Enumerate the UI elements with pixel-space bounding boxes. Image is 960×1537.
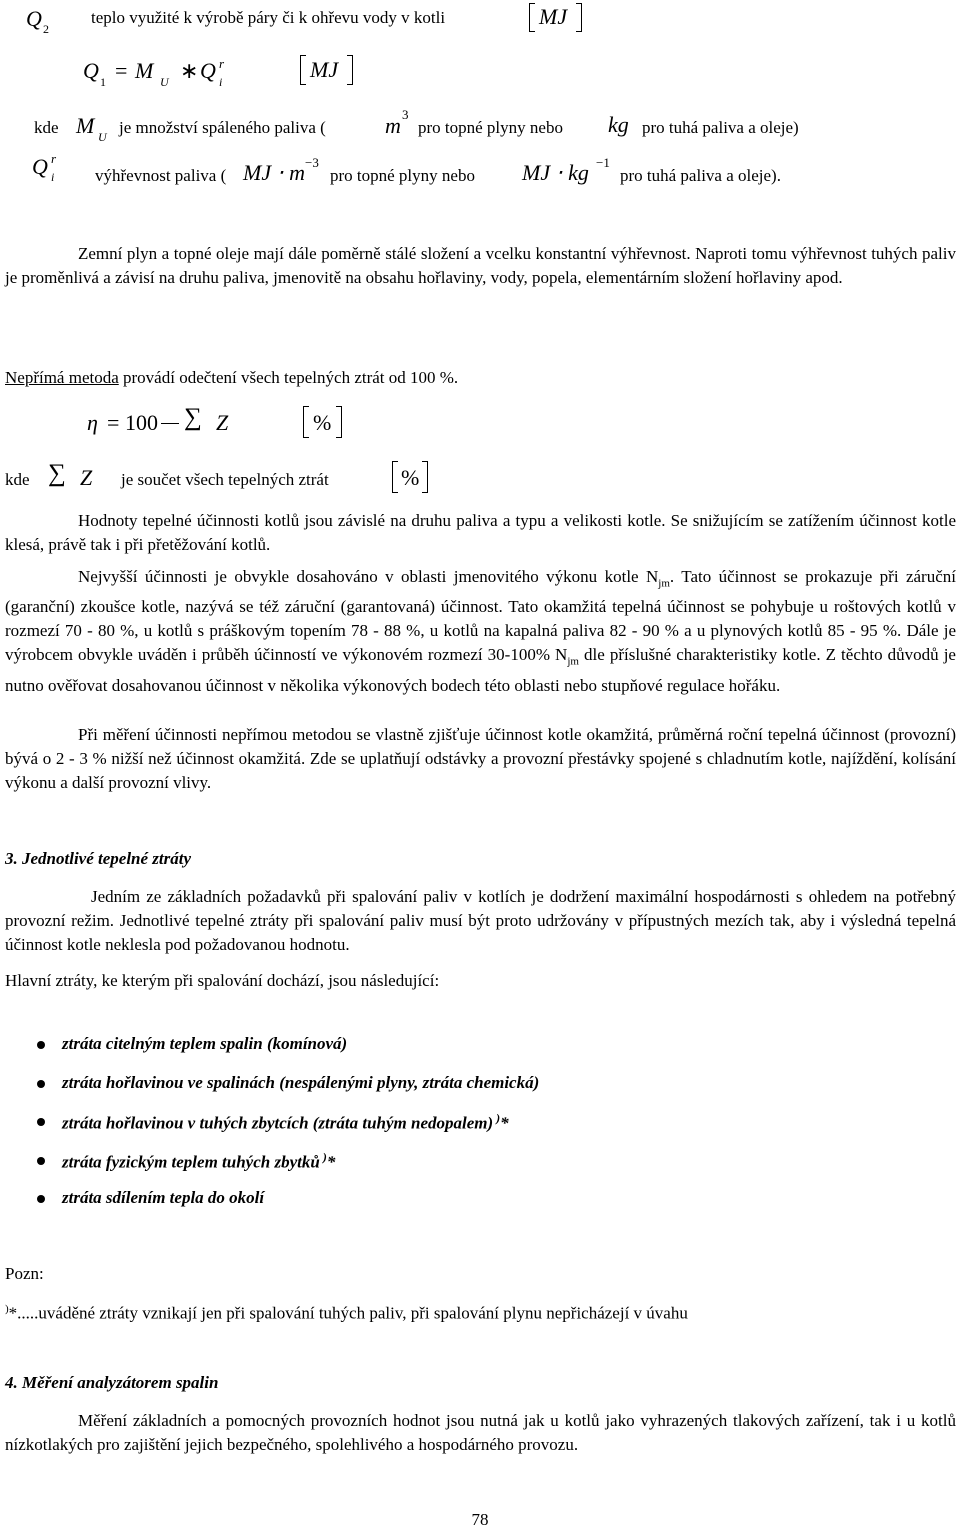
note-text: )*.....uváděné ztráty vznikají jen při spalování tuhých paliv, při spalování plynu nepřicházejí v úvahu — [5, 1303, 688, 1323]
paragraph-fuel-composition: Zemní plyn a topné oleje mají dále poměrně stálé složení a vcelku konstantní výhřevnost. Naproti tomu výhřevnost tuhých paliv je proměnlivá a závisí na druhu paliva, jmenovitě na obsahu hořlaviny, vody, popela, elementárním složení hořlaviny apod. — [5, 244, 956, 287]
bullet-icon — [37, 1195, 45, 1203]
mu-subscript: U — [160, 75, 169, 89]
page-number: 78 — [471, 1510, 489, 1529]
unit-bracket-right — [422, 461, 428, 493]
max-efficiency-text-c: dle příslušné charakteristiky kotle. Z těchto důvodů je nutno ověřovat dosahovanou účinnost v několika výkonových bodech této oblasti nebo stupňové regulace hořáku. — [5, 645, 956, 695]
indirect-method-text: provádí odečtení všech tepelných ztrát od 100 %. — [118, 368, 459, 387]
unit-bracket-right — [347, 55, 353, 85]
paragraph-analyzer: Měření základních a pomocných provozních hodnot jsou nutná jak u kotlů jako vyhrazených tlakových zařízení, tak i u kotlů nízkotlakých pro zajištění jejich bezpečného, spolehlivého a hospodárného provozu. — [5, 1411, 956, 1454]
unit-m-superscript: 3 — [402, 107, 409, 122]
indirect-method-term: Nepřímá metoda — [5, 368, 119, 387]
unit-bracket-right — [576, 3, 582, 32]
unit-mj-m-superscript: −3 — [305, 155, 319, 170]
q2-unit: MJ — [539, 4, 568, 29]
max-efficiency-text-b: . Tato účinnost se prokazuje při záruční (garanční) zkoušce kotle, nazývá se též záruční (garantovaná) účinnost. Tato okamžitá tepelná účinnost se pohybuje u roštových kotlů v rozmezí 70 - 80 %, u kotlů s práškovým topením 78 - 88 %, u kotlů na kapalná paliva 82 - 90 % a u plynových kotlů 85 - 95 %. Dále je výrobcem obvykle uváděn i průběh účinností ve výkonovém rozmezí 30-100% N — [5, 567, 956, 665]
mu-description-solid: pro tuhá paliva a oleje) — [642, 118, 799, 137]
qir-subscript: i — [51, 170, 55, 184]
sigma-symbol: ∑ — [48, 460, 66, 487]
minus-sign — [161, 423, 179, 424]
paragraph-max-efficiency — [5, 565, 956, 698]
qir-description-solid: pro tuhá paliva a oleje). — [620, 166, 781, 185]
unit-bracket-left — [303, 406, 309, 438]
equals-sign: = — [115, 58, 128, 83]
q1-subscript: 1 — [100, 75, 106, 89]
qir-description: výhřevnost paliva ( — [95, 166, 227, 185]
unit-bracket-left — [529, 3, 535, 32]
qir-description-gas: pro topné plyny nebo — [330, 166, 475, 185]
qi-subscript: i — [219, 75, 223, 89]
unit-bracket-left — [392, 461, 398, 493]
paragraph-requirements: Jedním ze základních požadavků při spalování paliv v kotlích je dodržení maximální hospodárnosti s ohledem na potřebný provozní režim. Jednotlivé tepelné ztráty při spalování paliv musí být proto udržovány v přípustných mezích tak, aby i výsledná tepelná účinnost kotle neklesla pod požadovanou hodnotu. — [5, 887, 956, 954]
multiply-sign: ∗ — [180, 58, 199, 83]
unit-kg: kg — [608, 112, 629, 137]
list-item: ztráta citelným teplem spalin (komínová) — [62, 1034, 347, 1054]
kde-label: kde — [5, 470, 30, 489]
unit-mj-kg: MJ ⋅ kg — [522, 160, 589, 185]
list-item: ztráta sdílením tepla do okolí — [62, 1188, 264, 1208]
q1-unit: MJ — [310, 57, 339, 82]
max-efficiency-text-a: Nejvyšší účinnosti je obvykle dosahováno v oblasti jmenovitého výkonu kotle N — [78, 567, 659, 586]
z-symbol: Z — [80, 465, 93, 490]
nominal-subscript: jm — [658, 577, 670, 590]
unit-mj-kg-superscript: −1 — [596, 155, 610, 170]
qi-superscript: r — [219, 56, 225, 71]
paragraph-main-losses: Hlavní ztráty, ke kterým při spalování dochází, jsou následující: — [5, 971, 440, 990]
bullet-icon — [37, 1157, 45, 1165]
mu-symbol: M — [76, 113, 95, 138]
bullet-icon — [37, 1080, 45, 1088]
section-heading-analyzer: 4. Měření analyzátorem spalin — [5, 1373, 219, 1392]
unit-bracket-left — [300, 55, 306, 85]
mu-symbol: M — [135, 58, 154, 83]
note-label: Pozn: — [5, 1264, 44, 1283]
nominal-subscript: jm — [567, 655, 579, 668]
equals-sign: = — [107, 410, 120, 435]
list-item: ztráta hořlavinou ve spalinách (nespálenými plyny, ztráta chemická) — [62, 1073, 539, 1093]
bullet-icon — [37, 1041, 45, 1049]
paragraph-measurement: Při měření účinnosti nepřímou metodou se vlastně zjišťuje účinnost kotle okamžitá, průměrná roční tepelná účinnost (provozní) bývá o 2 - 3 % nižší než účinnost okamžitá. Zde se uplatňují odstávky a provozní přestávky spojené s chladnutím kotle, najíždění, kolísání výkonu a další provozní vlivy. — [5, 725, 956, 792]
z-symbol: Z — [216, 410, 229, 435]
paragraph-indirect-method — [5, 366, 956, 390]
sigma-symbol: ∑ — [184, 404, 202, 431]
unit-bracket-right — [336, 406, 342, 438]
sum-z-description: je součet všech tepelných ztrát — [121, 470, 329, 489]
qi-symbol: Q — [200, 58, 216, 83]
mu-description-gas: pro topné plyny nebo — [418, 118, 563, 137]
q2-subscript: 2 — [43, 22, 49, 36]
eta-symbol: η — [87, 410, 98, 435]
percent-unit: % — [313, 410, 332, 435]
q2-symbol: Q — [26, 6, 42, 31]
mu-description: je množství spáleného paliva ( — [119, 118, 326, 137]
q1-symbol: Q — [83, 58, 99, 83]
unit-m: m — [385, 113, 401, 138]
list-item: ztráta fyzickým teplem tuhých zbytků )* — [62, 1150, 335, 1173]
mu-subscript: U — [98, 130, 107, 144]
percent-unit: % — [401, 465, 420, 490]
value-100: 100 — [125, 410, 158, 435]
kde-label: kde — [34, 118, 59, 137]
qir-superscript: r — [51, 151, 57, 166]
qir-symbol: Q — [32, 154, 48, 179]
list-item: ztráta hořlavinou v tuhých zbytcích (ztráta tuhým nedopalem) )* — [62, 1111, 509, 1134]
section-heading-heat-losses: 3. Jednotlivé tepelné ztráty — [5, 849, 192, 868]
unit-mj-m: MJ ⋅ m — [243, 160, 305, 185]
q2-description: teplo využité k výrobě páry či k ohřevu vody v kotli — [91, 8, 446, 27]
paragraph-efficiency-dependence: Hodnoty tepelné účinnosti kotlů jsou závislé na druhu paliva a typu a velikosti kotle. Se snižujícím se zatížením účinnost kotle klesá, právě tak i při přetěžování kotlů. — [5, 511, 956, 554]
bullet-icon — [37, 1118, 45, 1126]
